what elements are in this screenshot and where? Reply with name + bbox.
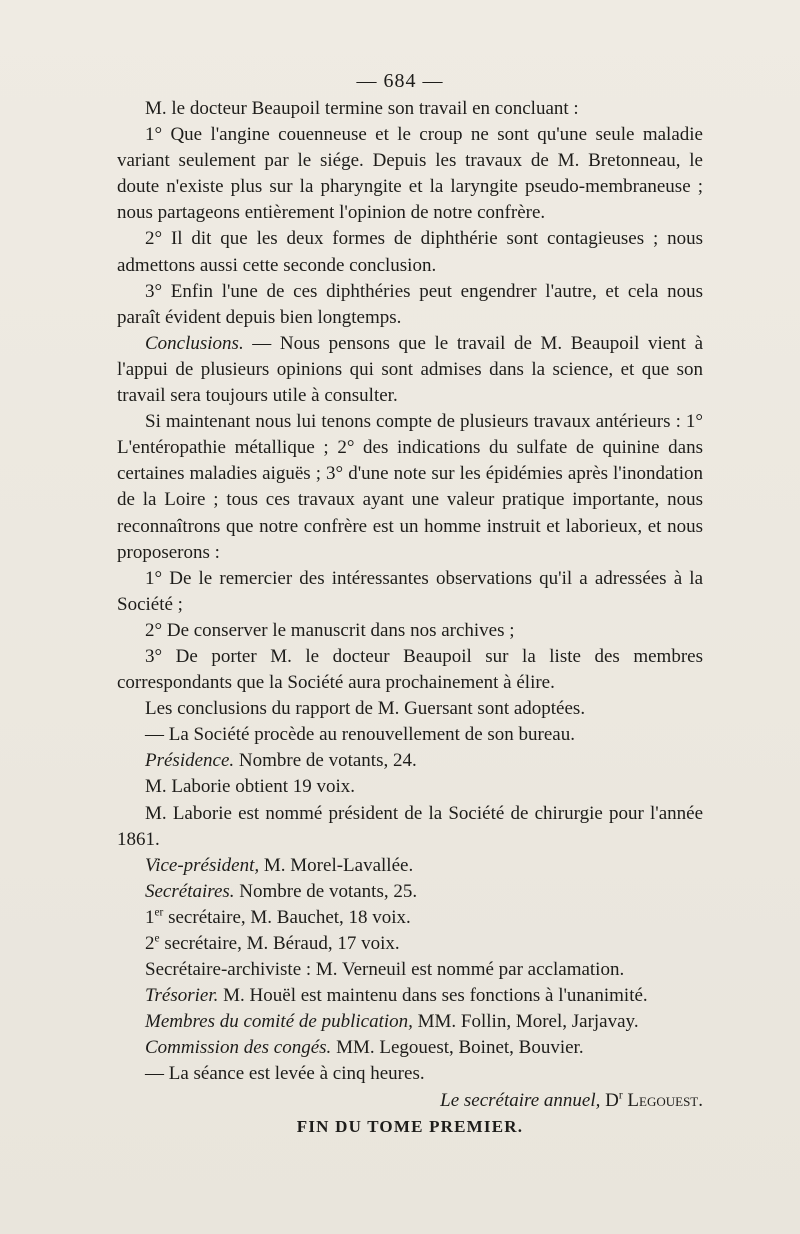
paragraph-intro: M. le docteur Beaupoil termine son travail en concluant :	[145, 98, 579, 119]
paragraph-proposal-1: 1° De le remercier des intéressantes observations qu'il a adressées à la Société ;	[117, 567, 703, 615]
paragraph-seance-levee: — La séance est levée à cinq heures.	[145, 1063, 425, 1085]
closing-line: FIN DU TOME PREMIER.	[296, 1116, 524, 1136]
second-secretary-sup: e	[154, 932, 160, 945]
paragraph-adoption: Les conclusions du rapport de M. Guersant sont adoptées.	[145, 698, 586, 720]
paragraph-presidence	[117, 748, 703, 774]
paragraph-first-secretary	[117, 905, 703, 931]
paragraph-conclusions	[117, 331, 703, 409]
first-secretary-num: 1	[145, 906, 155, 928]
tresorier-text: M. Houël est maintenu dans ses fonctions à l'unanimité.	[218, 985, 648, 1007]
paragraph-bureau: — La Société procède au renouvellement de son bureau.	[145, 724, 575, 746]
signature-dr-sup: r	[618, 1089, 623, 1102]
paragraph-proposal-2: 2° De conserver le manuscrit dans nos archives ;	[145, 619, 515, 641]
vice-president-label: Vice-président,	[145, 854, 260, 876]
secretaires-label: Secrétaires.	[145, 880, 235, 902]
paragraph-archivist: Secrétaire-archiviste : M. Verneuil est nommé par acclamation.	[145, 959, 625, 981]
signature-name: Legouest.	[622, 1089, 703, 1111]
conclusions-text: — Nous pensons que le travail de M. Beaupoil vient à l'appui de plusieurs opinions qui sont admises dans la science, et que son travail sera toujours utile à consulter.	[117, 332, 703, 407]
presidence-text: Nombre de votants, 24.	[234, 750, 417, 772]
second-secretary-text: secrétaire, M. Béraud, 17 voix.	[159, 933, 400, 954]
vice-president-text: M. Morel-Lavallée.	[259, 854, 414, 876]
paragraph-conges	[117, 1035, 703, 1061]
paragraph-vice-president	[117, 853, 703, 879]
paragraph-tresorier	[117, 983, 703, 1009]
paragraph-proposal-3: 3° De porter M. le docteur Beaupoil sur la liste des membres correspondants que la Société aura prochainement à élire.	[117, 645, 703, 694]
paragraph-prior-works: Si maintenant nous lui tenons compte de plusieurs travaux antérieurs : 1° L'entéropathie métallique ; 2° des indications du sulfate de quinine dans certaines maladies aiguës ; 3° d'une note sur les épidémies après l'inondation de la Loire ; tous ces travaux ayant une valeur pratique importante, nous reconnaîtrons que notre confrère est un homme instruit et laborieux, et nous proposerons :	[117, 411, 703, 563]
paragraph-secretaires	[117, 879, 703, 905]
paragraph-conclusion-2: 2° Il dit que les deux formes de diphthérie sont contagieuses ; nous admettons aussi cette seconde conclusion.	[117, 228, 703, 276]
first-secretary-sup: er	[154, 906, 164, 919]
paragraph-second-secretary	[117, 931, 703, 957]
conges-label: Commission des congés.	[145, 1037, 332, 1059]
presidence-label: Présidence.	[145, 750, 235, 772]
paragraph-comite	[117, 1009, 703, 1035]
paragraph-laborie-votes: M. Laborie obtient 19 voix.	[145, 776, 356, 798]
first-secretary-text: secrétaire, M. Bauchet, 18 voix.	[163, 906, 411, 928]
conges-text: MM. Legouest, Boinet, Bouvier.	[331, 1037, 584, 1059]
signature-label: Le secrétaire annuel,	[440, 1089, 601, 1111]
second-secretary-num: 2	[145, 933, 155, 954]
secretaires-text: Nombre de votants, 25.	[234, 880, 418, 902]
paragraph-conclusion-1: 1° Que l'angine couenneuse et le croup ne sont qu'une seule maladie variant seulement par le siége. Depuis les travaux de M. Bretonneau, le doute n'existe plus sur la pharyngite et la laryngite pseudo-membraneuse ; nous partageons entièrement l'opinion de notre confrère.	[117, 124, 703, 224]
paragraph-laborie-president: M. Laborie est nommé président de la Société de chirurgie pour l'année 1861.	[117, 802, 703, 850]
signature-dr: D	[600, 1089, 619, 1111]
paragraph-conclusion-3: 3° Enfin l'une de ces diphthéries peut engendrer l'autre, et cela nous paraît évident depuis bien longtemps.	[117, 280, 703, 328]
comite-text: MM. Follin, Morel, Jarjavay.	[412, 1011, 639, 1033]
conclusions-label: Conclusions.	[145, 332, 244, 354]
signature	[117, 1088, 703, 1114]
comite-label: Membres du comité de publication,	[145, 1011, 413, 1033]
tresorier-label: Trésorier.	[145, 985, 219, 1007]
page-number: — 684 —	[356, 70, 444, 92]
body-text	[117, 96, 703, 1140]
